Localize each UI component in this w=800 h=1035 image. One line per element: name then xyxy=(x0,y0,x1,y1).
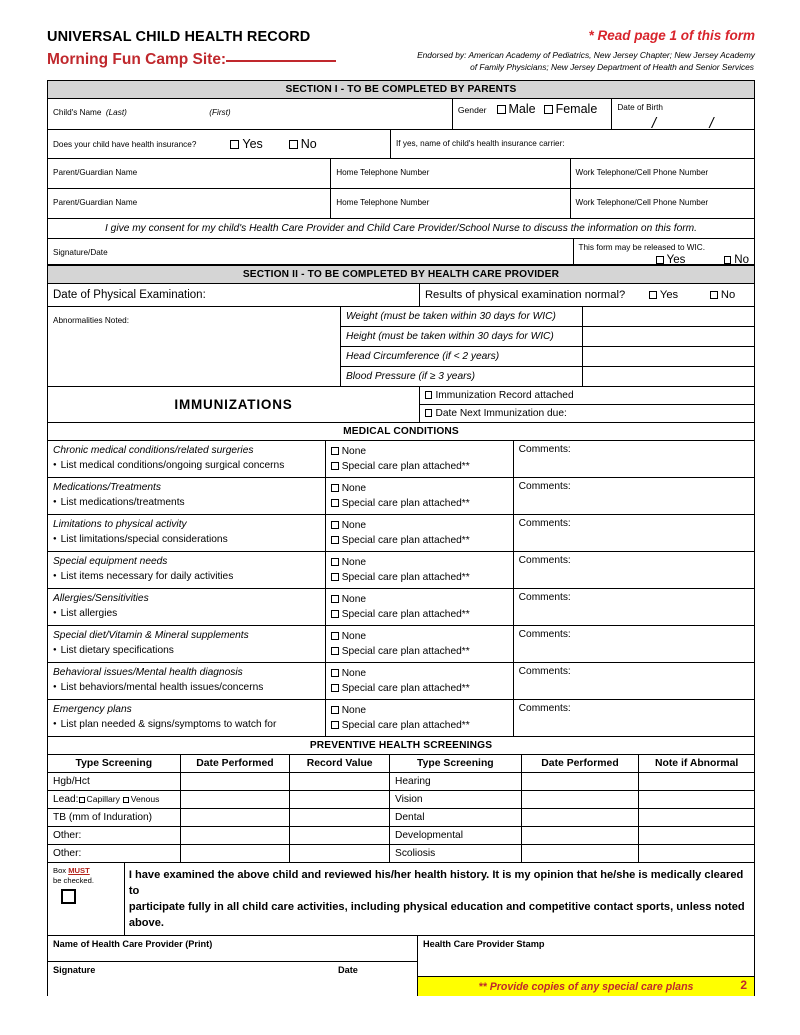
screening-date-left[interactable] xyxy=(180,827,290,844)
checkbox-icon[interactable] xyxy=(331,484,339,492)
home-phone-label: Home Telephone Number xyxy=(336,198,430,207)
endorsed-line-2: of Family Physicians; New Jersey Department of Health and Senior Services xyxy=(470,61,754,72)
exam-results-yes-option[interactable] xyxy=(649,289,678,301)
screening-record-value[interactable] xyxy=(289,773,389,790)
checkbox-icon[interactable] xyxy=(123,797,129,803)
dob-label: Date of Birth xyxy=(617,103,663,112)
condition-plan-option[interactable] xyxy=(331,570,507,585)
screening-date-left[interactable] xyxy=(180,773,290,790)
condition-comments[interactable] xyxy=(513,478,754,514)
screening-type-right: Scoliosis xyxy=(389,845,521,862)
screening-row xyxy=(48,791,754,809)
screening-note-abnormal[interactable] xyxy=(638,845,754,862)
attestation-line-2: participate fully in all child care activities, including physical education and competitive contact sports, unless noted above. xyxy=(128,901,745,929)
measurement-value-field[interactable] xyxy=(582,367,754,386)
checkbox-icon[interactable] xyxy=(497,105,506,114)
checkbox-icon[interactable] xyxy=(649,291,657,299)
checkbox-icon[interactable] xyxy=(331,706,339,714)
attestation-checkbox-icon[interactable] xyxy=(61,889,76,904)
screening-record-value[interactable] xyxy=(289,845,389,862)
provider-date-label: Date xyxy=(338,965,358,975)
checkbox-icon[interactable] xyxy=(425,409,433,417)
condition-bullet: ● List plan needed & signs/symptoms to watch for xyxy=(53,717,320,732)
footer-note-banner xyxy=(418,976,754,996)
condition-comments[interactable] xyxy=(513,663,754,699)
measurement-label: Weight (must be taken within 30 days for WIC) xyxy=(346,311,556,322)
child-name-first-label: (First) xyxy=(209,108,231,117)
comments-label: Comments: xyxy=(518,518,571,529)
condition-none-option[interactable] xyxy=(331,518,507,533)
medical-condition-row xyxy=(48,515,754,552)
provider-name-label: Name of Health Care Provider (Print) xyxy=(53,939,213,949)
condition-none-option[interactable] xyxy=(331,592,507,607)
lead-capillary-label: Capillary xyxy=(86,794,120,804)
immunizations-title: IMMUNIZATIONS xyxy=(174,397,293,412)
abnormalities-label: Abnormalities Noted: xyxy=(53,316,129,325)
immunization-next-due-option[interactable] xyxy=(420,405,754,422)
measurement-label: Head Circumference (if < 2 years) xyxy=(346,351,500,362)
endorsed-by-block xyxy=(417,50,755,73)
condition-none-option[interactable] xyxy=(331,444,507,459)
section-1-table xyxy=(47,80,755,265)
provider-block xyxy=(48,936,754,996)
condition-comments[interactable] xyxy=(513,626,754,662)
provider-signature-cell[interactable] xyxy=(48,962,417,996)
wic-no-label: No xyxy=(734,254,749,266)
immunization-record-label: Immunization Record attached xyxy=(435,390,574,401)
checkbox-icon[interactable] xyxy=(544,105,553,114)
condition-plan-option[interactable] xyxy=(331,496,507,511)
screening-date-left[interactable] xyxy=(180,791,290,808)
condition-none-option[interactable] xyxy=(331,481,507,496)
condition-none-label: None xyxy=(341,557,367,568)
condition-bullet: ● List items necessary for daily activities xyxy=(53,569,320,584)
condition-options xyxy=(325,478,512,514)
work-phone-label: Work Telephone/Cell Phone Number xyxy=(575,168,709,177)
work-phone-cell[interactable] xyxy=(570,189,754,218)
work-phone-cell[interactable] xyxy=(570,159,754,188)
medical-condition-row xyxy=(48,589,754,626)
condition-options xyxy=(325,589,512,625)
screening-note-abnormal[interactable] xyxy=(638,791,754,808)
condition-plan-label: Special care plan attached** xyxy=(341,461,470,472)
checkbox-icon[interactable] xyxy=(724,256,732,264)
wic-yes-option[interactable] xyxy=(656,254,685,266)
insurance-carrier-label: If yes, name of child's health insurance carrier: xyxy=(396,139,565,148)
condition-none-option[interactable] xyxy=(331,629,507,644)
condition-plan-option[interactable] xyxy=(331,459,507,474)
condition-options xyxy=(325,515,512,551)
screening-col-header: Date Performed xyxy=(521,755,639,772)
section-2-table xyxy=(47,265,755,996)
condition-comments[interactable] xyxy=(513,700,754,736)
screening-type-right: Developmental xyxy=(389,827,521,844)
work-phone-label: Work Telephone/Cell Phone Number xyxy=(575,198,709,207)
checkbox-icon[interactable] xyxy=(331,573,339,581)
form-header xyxy=(47,28,755,80)
condition-plan-option[interactable] xyxy=(331,681,507,696)
condition-none-option[interactable] xyxy=(331,555,507,570)
gender-cell[interactable] xyxy=(452,99,612,129)
wic-release-cell[interactable] xyxy=(573,239,755,264)
screening-record-value[interactable] xyxy=(289,827,389,844)
comments-label: Comments: xyxy=(518,666,571,677)
screening-type-left: Other: xyxy=(53,830,82,841)
condition-plan-option[interactable] xyxy=(331,644,507,659)
measurement-row xyxy=(341,367,754,386)
screening-type-left xyxy=(48,791,180,808)
gender-female-option[interactable] xyxy=(544,102,598,116)
insurance-no-label: No xyxy=(300,137,317,151)
wic-no-option[interactable] xyxy=(724,254,749,266)
screening-type-left: Hgb/Hct xyxy=(53,776,90,787)
gender-label: Gender xyxy=(457,105,487,115)
condition-description xyxy=(48,441,325,477)
parent-guardian-row-2 xyxy=(48,189,754,219)
insurance-question-cell[interactable] xyxy=(48,130,390,158)
condition-description xyxy=(48,663,325,699)
condition-title: Allergies/Sensitivities xyxy=(53,593,149,604)
wic-options xyxy=(579,254,750,266)
endorsed-by-label: Endorsed by: xyxy=(417,50,467,60)
read-page-note: * Read page 1 of this form xyxy=(588,28,755,43)
child-name-label: Child's Name xyxy=(53,108,102,117)
screening-col-header: Date Performed xyxy=(180,755,290,772)
medical-condition-row xyxy=(48,626,754,663)
attestation-must-word: MUST xyxy=(68,866,90,875)
parent-name-label: Parent/Guardian Name xyxy=(53,198,138,207)
condition-plan-label: Special care plan attached** xyxy=(341,646,470,657)
condition-plan-option[interactable] xyxy=(331,607,507,622)
screening-note-abnormal[interactable] xyxy=(638,827,754,844)
insurance-carrier-cell[interactable] xyxy=(390,130,754,158)
checkbox-icon[interactable] xyxy=(425,391,433,399)
condition-title: Special equipment needs xyxy=(53,556,168,567)
condition-options xyxy=(325,663,512,699)
condition-bullet: ● List dietary specifications xyxy=(53,643,320,658)
screening-col-header: Type Screening xyxy=(389,755,521,772)
medical-condition-row xyxy=(48,552,754,589)
parent-name-cell[interactable] xyxy=(48,189,330,218)
attestation-checkbox-cell[interactable] xyxy=(48,863,124,935)
screening-type-left: TB (mm of Induration) xyxy=(53,812,153,823)
immunizations-options xyxy=(419,387,754,422)
comments-label: Comments: xyxy=(518,703,571,714)
screening-date-right[interactable] xyxy=(521,791,639,808)
gender-male-label: Male xyxy=(508,102,536,116)
immunizations-row xyxy=(48,387,754,423)
immunization-record-option[interactable] xyxy=(420,387,754,405)
condition-plan-label: Special care plan attached** xyxy=(341,683,470,694)
condition-plan-label: Special care plan attached** xyxy=(341,498,470,509)
condition-bullet: ● List limitations/special considerations xyxy=(53,532,320,547)
screening-note-abnormal[interactable] xyxy=(638,773,754,790)
measurement-value-field[interactable] xyxy=(582,327,754,346)
exam-date-row xyxy=(48,284,754,307)
measurement-row xyxy=(341,327,754,347)
condition-plan-option[interactable] xyxy=(331,533,507,548)
screening-date-right[interactable] xyxy=(521,809,639,826)
medical-conditions-band: MEDICAL CONDITIONS xyxy=(48,423,754,441)
checkbox-icon[interactable] xyxy=(331,669,339,677)
condition-none-label: None xyxy=(341,520,367,531)
condition-comments[interactable] xyxy=(513,552,754,588)
condition-options xyxy=(325,700,512,736)
screening-type-right: Hearing xyxy=(389,773,521,790)
child-name-row xyxy=(48,99,754,130)
checkbox-icon[interactable] xyxy=(331,447,339,455)
dob-separator-1: / xyxy=(651,115,658,132)
page-number: 2 xyxy=(740,978,747,992)
gender-female-label: Female xyxy=(555,102,598,116)
condition-title: Emergency plans xyxy=(53,704,132,715)
consent-text: I give my consent for my child's Health Care Provider and Child Care Provider/School Nurse to discuss the information on this form. xyxy=(105,223,697,234)
gender-male-option[interactable] xyxy=(497,102,536,116)
screening-col-header: Note if Abnormal xyxy=(638,755,754,772)
dob-separator-2: / xyxy=(709,115,715,132)
provider-stamp-cell[interactable] xyxy=(418,936,754,976)
footer-note-text: ** Provide copies of any special care plans xyxy=(478,980,694,993)
screenings-band: PREVENTIVE HEALTH SCREENINGS xyxy=(48,737,754,755)
insurance-yes-option[interactable] xyxy=(230,137,262,151)
screening-type-left: Other: xyxy=(53,848,82,859)
screening-date-right[interactable] xyxy=(521,827,639,844)
checkbox-icon[interactable] xyxy=(710,291,718,299)
section-2-band: SECTION II - TO BE COMPLETED BY HEALTH CARE PROVIDER xyxy=(48,266,754,284)
condition-none-label: None xyxy=(341,594,367,605)
measurement-label: Blood Pressure (if ≥ 3 years) xyxy=(346,371,476,382)
condition-title: Medications/Treatments xyxy=(53,482,161,493)
comments-label: Comments: xyxy=(518,444,571,455)
measurement-label: Height (must be taken within 30 days for WIC) xyxy=(346,331,554,342)
screening-row xyxy=(48,845,754,863)
screening-date-left[interactable] xyxy=(180,809,290,826)
condition-comments[interactable] xyxy=(513,589,754,625)
condition-options xyxy=(325,552,512,588)
provider-signature-label: Signature xyxy=(53,965,96,975)
insurance-question-label: Does your child have health insurance? xyxy=(53,139,197,149)
home-phone-cell[interactable] xyxy=(330,189,569,218)
wic-yes-label: Yes xyxy=(666,254,686,266)
measurement-value-field[interactable] xyxy=(582,307,754,326)
exam-results-cell[interactable] xyxy=(419,284,754,306)
exam-results-question: Results of physical examination normal? xyxy=(424,289,626,301)
condition-title: Chronic medical conditions/related surgeries xyxy=(53,445,254,456)
condition-description xyxy=(48,552,325,588)
condition-description xyxy=(48,626,325,662)
screening-col-header: Type Screening xyxy=(75,758,153,769)
checkbox-icon[interactable] xyxy=(331,521,339,529)
condition-title: Limitations to physical activity xyxy=(53,519,187,530)
screening-type-right: Vision xyxy=(389,791,521,808)
screening-date-right[interactable] xyxy=(521,845,639,862)
condition-none-label: None xyxy=(341,668,367,679)
condition-none-label: None xyxy=(341,446,367,457)
checkbox-icon[interactable] xyxy=(289,140,298,149)
condition-description xyxy=(48,515,325,551)
condition-plan-label: Special care plan attached** xyxy=(341,609,470,620)
condition-none-label: None xyxy=(341,483,367,494)
measurement-row xyxy=(341,347,754,367)
comments-label: Comments: xyxy=(518,481,571,492)
condition-none-option[interactable] xyxy=(331,666,507,681)
checkbox-icon[interactable] xyxy=(331,610,339,618)
condition-title: Behavioral issues/Mental health diagnosis xyxy=(53,667,243,678)
attestation-box-text: Box xyxy=(53,866,69,875)
abnormalities-measurements-row xyxy=(48,307,754,387)
screening-row xyxy=(48,773,754,791)
child-name-cell[interactable] xyxy=(48,99,452,129)
home-phone-cell[interactable] xyxy=(330,159,569,188)
screening-record-value[interactable] xyxy=(289,809,389,826)
condition-options xyxy=(325,626,512,662)
screening-col-header: Record Value xyxy=(289,755,389,772)
attestation-row xyxy=(48,863,754,936)
immunization-next-due-label: Date Next Immunization due: xyxy=(435,408,567,419)
condition-description xyxy=(48,700,325,736)
condition-plan-label: Special care plan attached** xyxy=(341,535,470,546)
signature-date-cell[interactable] xyxy=(48,239,573,264)
signature-date-label: Signature/Date xyxy=(53,248,108,257)
screening-row xyxy=(48,809,754,827)
condition-title: Special diet/Vitamin & Mineral supplements xyxy=(53,630,249,641)
checkbox-icon[interactable] xyxy=(331,536,339,544)
provider-name-cell[interactable] xyxy=(48,936,417,962)
condition-options xyxy=(325,441,512,477)
measurement-row xyxy=(341,307,754,327)
condition-bullet: ● List allergies xyxy=(53,606,320,621)
exam-results-no-option[interactable] xyxy=(710,289,735,301)
comments-label: Comments: xyxy=(518,629,571,640)
checkbox-icon[interactable] xyxy=(230,140,239,149)
checkbox-icon[interactable] xyxy=(331,558,339,566)
checkbox-icon[interactable] xyxy=(331,721,339,729)
provider-left-column xyxy=(48,936,417,996)
attestation-box-note-2: be checked. xyxy=(53,876,94,885)
condition-description xyxy=(48,589,325,625)
condition-none-label: None xyxy=(341,705,367,716)
measurements-cell xyxy=(340,307,754,386)
condition-bullet: ● List behaviors/mental health issues/concerns xyxy=(53,680,320,695)
insurance-row xyxy=(48,130,754,159)
measurement-value-field[interactable] xyxy=(582,347,754,366)
date-of-exam-cell[interactable] xyxy=(48,284,419,306)
condition-none-label: None xyxy=(341,631,367,642)
screening-lead-label: Lead: xyxy=(53,794,79,805)
comments-label: Comments: xyxy=(518,592,571,603)
checkbox-icon[interactable] xyxy=(331,462,339,470)
condition-comments[interactable] xyxy=(513,441,754,477)
date-of-exam-label: Date of Physical Examination: xyxy=(53,289,206,301)
exam-results-yes-label: Yes xyxy=(659,289,679,301)
condition-none-option[interactable] xyxy=(331,703,507,718)
insurance-yes-label: Yes xyxy=(242,137,263,151)
abnormalities-cell[interactable] xyxy=(48,307,340,386)
checkbox-icon[interactable] xyxy=(331,647,339,655)
attestation-statement xyxy=(124,863,754,935)
camp-site-label: Morning Fun Camp Site: xyxy=(47,51,227,68)
screening-date-right[interactable] xyxy=(521,773,639,790)
condition-plan-option[interactable] xyxy=(331,718,507,733)
provider-right-column xyxy=(417,936,754,996)
checkbox-icon[interactable] xyxy=(79,797,85,803)
screening-row xyxy=(48,827,754,845)
condition-comments[interactable] xyxy=(513,515,754,551)
medical-condition-row xyxy=(48,663,754,700)
screening-date-left[interactable] xyxy=(180,845,290,862)
checkbox-icon[interactable] xyxy=(331,684,339,692)
checkbox-icon[interactable] xyxy=(331,499,339,507)
provider-stamp-label: Health Care Provider Stamp xyxy=(422,939,545,949)
signature-wic-row xyxy=(48,239,754,265)
home-phone-label: Home Telephone Number xyxy=(336,168,430,177)
endorsed-line-1: American Academy of Pediatrics, New Jersey Chapter; New Jersey Academy xyxy=(468,50,755,60)
screening-note-abnormal[interactable] xyxy=(638,809,754,826)
page-title: UNIVERSAL CHILD HEALTH RECORD xyxy=(47,29,311,45)
condition-plan-label: Special care plan attached** xyxy=(341,572,470,583)
comments-label: Comments: xyxy=(518,555,571,566)
child-name-last-label: (Last) xyxy=(105,108,127,117)
parent-name-label: Parent/Guardian Name xyxy=(53,168,138,177)
section-1-band: SECTION I - TO BE COMPLETED BY PARENTS xyxy=(48,81,754,99)
medical-condition-row xyxy=(48,441,754,478)
attestation-box-note-1 xyxy=(53,866,120,876)
screening-record-value[interactable] xyxy=(289,791,389,808)
attestation-line-1: I have examined the above child and reviewed his/her health history. It is my opinion that he/she is medically cleared to xyxy=(128,869,744,897)
condition-bullet: ● List medical conditions/ongoing surgical concerns xyxy=(53,458,320,473)
insurance-no-option[interactable] xyxy=(289,137,317,151)
exam-results-no-label: No xyxy=(720,289,736,301)
consent-row xyxy=(48,219,754,239)
medical-condition-row xyxy=(48,700,754,737)
condition-bullet: ● List medications/treatments xyxy=(53,495,320,510)
lead-venous-label: Venous xyxy=(130,794,160,804)
medical-condition-row xyxy=(48,478,754,515)
parent-name-cell[interactable] xyxy=(48,159,330,188)
wic-label: This form may be released to WIC. xyxy=(578,243,705,252)
condition-plan-label: Special care plan attached** xyxy=(341,720,470,731)
parent-guardian-row-1 xyxy=(48,159,754,189)
condition-description xyxy=(48,478,325,514)
screenings-header-row xyxy=(48,755,754,773)
checkbox-icon[interactable] xyxy=(331,632,339,640)
camp-site-blank[interactable] xyxy=(226,60,336,62)
checkbox-icon[interactable] xyxy=(331,595,339,603)
date-of-birth-cell[interactable] xyxy=(611,99,754,132)
screening-type-right: Dental xyxy=(389,809,521,826)
checkbox-icon[interactable] xyxy=(656,256,664,264)
